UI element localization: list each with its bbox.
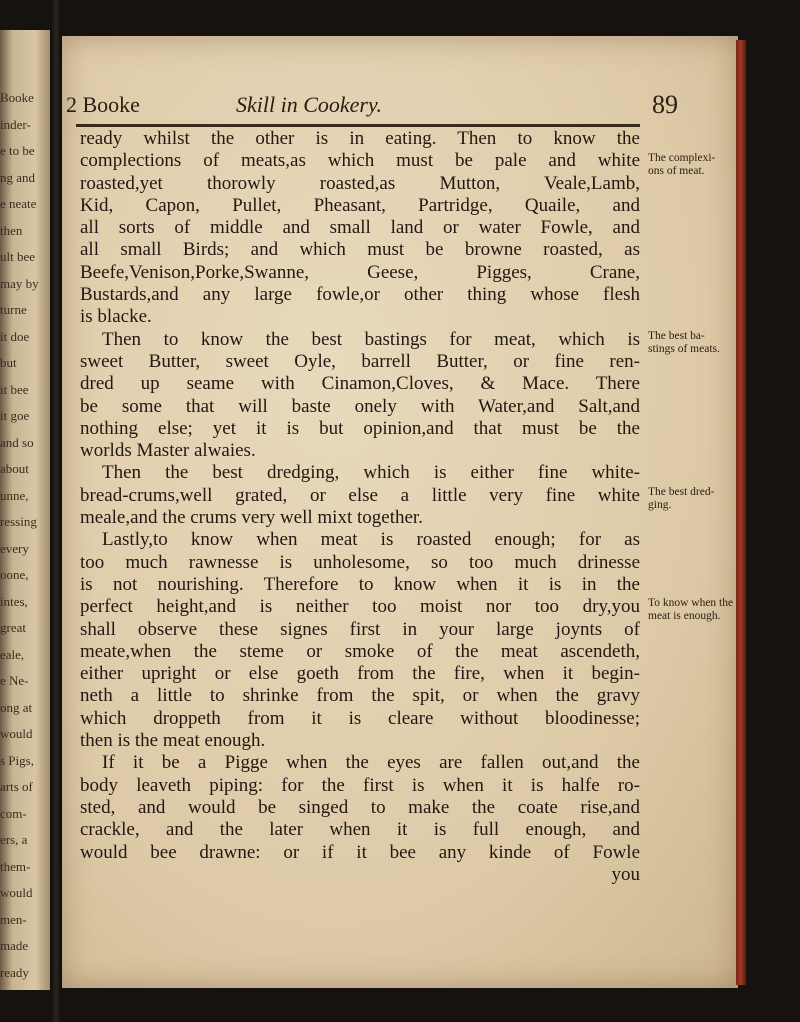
- body-line: Bustards,and any large fowle,or other thing whose flesh: [80, 284, 640, 306]
- body-line: all sorts of middle and small land or water Fowle, and: [80, 217, 640, 239]
- left-page-sliver: [0, 30, 50, 990]
- left-page-fragment: may by: [0, 275, 39, 291]
- left-page-fragment: then: [0, 222, 23, 238]
- left-page-fragment: it doe: [0, 328, 30, 344]
- body-line: too much rawnesse is unholesome, so too much drinesse: [80, 551, 640, 573]
- body-line: is blacke.: [80, 306, 152, 328]
- body-line: roasted,yet thorowly roasted,as Mutton, Veale,Lamb,: [80, 172, 640, 194]
- body-line: all small Birds; and which must be browne roasted, as: [80, 239, 640, 261]
- left-page-fragment: made: [0, 938, 29, 953]
- left-page-fragment: arts of: [0, 779, 33, 794]
- body-line: sweet Butter, sweet Oyle, barrell Butter, or fine ren-: [80, 350, 640, 372]
- body-line: crackle, and the later when it is full enough, and: [80, 819, 640, 841]
- body-line: be some that will baste onely with Water,and Salt,and: [80, 395, 640, 417]
- sidenote-bastings: The best ba- stings of meats.: [648, 330, 720, 355]
- running-head-chapter: 2 Booke: [66, 92, 140, 117]
- body-line: sted, and would be singed to make the coate rise,and: [80, 796, 640, 818]
- body-line: nothing else; yet it is but opinion,and that must be the: [80, 417, 640, 439]
- left-page-fragment: e to be: [0, 143, 35, 158]
- left-page-fragment: men-: [0, 911, 27, 927]
- body-line: Lastly,to know when meat is roasted enough; for as: [102, 529, 640, 551]
- left-page-fragment: ult bee: [0, 249, 36, 264]
- body-line: you: [611, 863, 640, 885]
- sidenote-dredging: The best dred- ging.: [648, 486, 715, 511]
- left-page-fragment: ers, a: [0, 832, 28, 847]
- body-line: Beefe,Venison,Porke,Swanne, Geese, Pigges, Crane,: [80, 261, 640, 283]
- left-page-fragment: about: [0, 461, 29, 476]
- body-line: then is the meat enough.: [80, 730, 266, 752]
- book-gutter: [50, 0, 62, 1022]
- body-line: perfect height,and is neither too moist nor too dry,you: [80, 596, 640, 618]
- left-page-fragment: them-: [0, 858, 31, 874]
- left-page-fragment: intes,: [0, 593, 28, 609]
- body-line: complections of meats,as which must be pale and white: [80, 150, 640, 172]
- left-page-fragment: oone,: [0, 567, 29, 582]
- body-line: meate,when the steme or smoke of the meat ascendeth,: [80, 640, 640, 662]
- body-line: Then to know the best bastings for meat, which is: [102, 328, 640, 350]
- page-number: 89: [652, 90, 678, 119]
- sidenote-complexions: The complexi- ons of meat.: [648, 152, 716, 177]
- left-page-fragment: it goe: [0, 408, 30, 423]
- left-page-fragment: Booke: [0, 90, 34, 105]
- body-line: meale,and the crums very well mixt together.: [80, 507, 423, 529]
- left-page-fragment: and so: [0, 434, 34, 450]
- header-rule: [76, 124, 640, 127]
- body-line: bread-crums,well grated, or else a little very fine white: [80, 484, 640, 506]
- left-page-fragment: great: [0, 620, 26, 635]
- left-page-fragment: eale,: [0, 646, 25, 662]
- text-body: [80, 128, 640, 886]
- body-line: neth a little to shrinke from the spit, or when the gravy: [80, 685, 640, 707]
- running-head: [66, 92, 678, 122]
- body-line: If it be a Pigge when the eyes are fallen out,and the: [102, 752, 640, 774]
- left-page-fragment: but: [0, 355, 17, 370]
- left-page-fragment: unne,: [0, 487, 29, 503]
- left-page-fragment: ong at: [0, 699, 33, 715]
- body-line: either upright or else goeth from the fire, when it begin-: [80, 663, 640, 685]
- body-line: is not nourishing. Therefore to know when it is in the: [80, 573, 640, 595]
- left-page-fragment: e Ne-: [0, 673, 29, 688]
- left-page-fragment: would: [0, 726, 33, 741]
- page-edge: [736, 40, 746, 985]
- left-page-fragment: every: [0, 540, 29, 556]
- body-line: dred up seame with Cinamon,Cloves, & Mace. There: [80, 373, 640, 395]
- left-page-fragment: ressing: [0, 514, 37, 529]
- left-page-fragment: turne: [0, 302, 27, 317]
- left-page-fragment: would: [0, 885, 33, 900]
- left-page-fragment: it bee: [0, 381, 29, 397]
- left-page-fragment: ready: [0, 964, 29, 980]
- body-line: Then the best dredging, which is either fine white-: [102, 462, 640, 484]
- body-line: which droppeth from it is cleare without bloodinesse;: [80, 707, 640, 729]
- body-line: Kid, Capon, Pullet, Pheasant, Partridge, Quaile, and: [80, 194, 640, 216]
- left-page-fragment: inder-: [0, 116, 31, 132]
- body-line: would bee drawne: or if it bee any kinde of Fowle: [80, 841, 640, 863]
- left-page-fragment: ng and: [0, 169, 36, 185]
- sidenote-meat-enough: To know when the meat is enough.: [648, 597, 734, 622]
- body-line: ready whilst the other is in eating. Then to know the: [80, 128, 640, 149]
- body-line: shall observe these signes first in your large joynts of: [80, 618, 640, 640]
- left-page-fragment: s Pigs,: [0, 752, 34, 768]
- left-page-fragment: com-: [0, 805, 27, 821]
- running-head-title: Skill in Cookery.: [236, 92, 383, 117]
- left-page-fragment: e neate: [0, 196, 37, 211]
- body-line: worlds Master alwaies.: [80, 440, 256, 462]
- body-line: body leaveth piping: for the first is when it is halfe ro-: [80, 774, 640, 796]
